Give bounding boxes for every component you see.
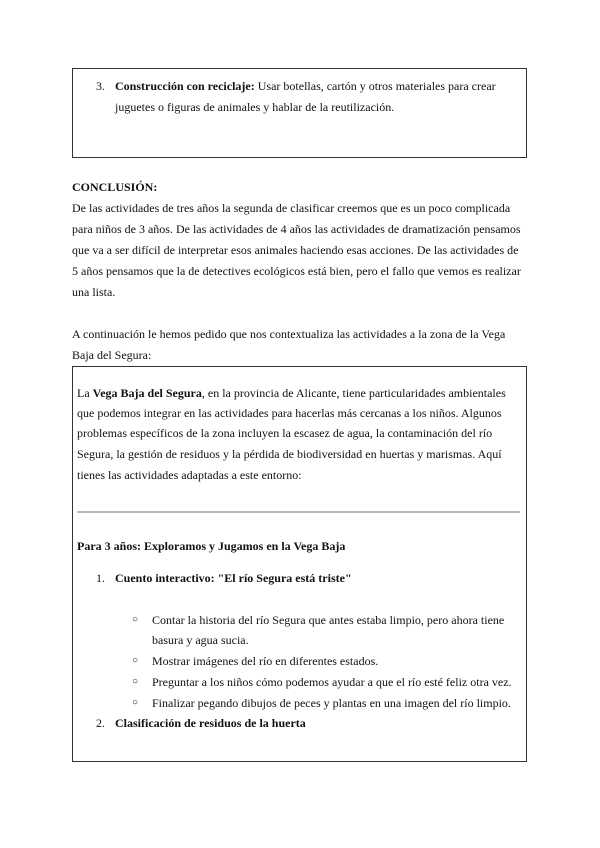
list-number: 2. xyxy=(96,716,105,730)
top-activity-box xyxy=(72,68,527,158)
context-paragraph-line: tienes las actividades adaptadas a este entorno: xyxy=(77,468,302,482)
list-item-title: Construcción con reciclaje: xyxy=(115,79,255,93)
conclusion-line: una lista. xyxy=(72,285,116,299)
context-paragraph-line: que podemos integrar en las actividades para hacerlas más cercanas a los niños. Algunos xyxy=(77,406,502,420)
bullet-text: Contar la historia del río Segura que antes estaba limpio, pero ahora tiene xyxy=(152,613,505,627)
list-item-text-continued: juguetes o figuras de animales y hablar de la reutilización. xyxy=(115,100,395,114)
intro-line: Baja del Segura: xyxy=(72,348,152,362)
bullet-text: Preguntar a los niños cómo podemos ayudar a que el río esté feliz otra vez. xyxy=(152,675,512,689)
horizontal-rule xyxy=(77,511,520,513)
context-paragraph-line xyxy=(77,385,506,401)
intro-line: A continuación le hemos pedido que nos contextualiza las actividades a la zona de la Vega xyxy=(72,327,506,341)
conclusion-line: De las actividades de tres años la segunda de clasificar creemos que es un poco complicada xyxy=(72,201,511,215)
bullet-circle-icon: ○ xyxy=(132,697,139,708)
list-item-body: Usar botellas, cartón y otros materiales para crear xyxy=(257,79,496,93)
bullet-circle-icon: ○ xyxy=(132,655,139,666)
list-item-title: Cuento interactivo: "El río Segura está triste" xyxy=(115,571,352,585)
list-number: 1. xyxy=(96,571,105,585)
conclusion-line: que va a ser difícil de interpretar esos animales haciendo esas acciones. De las actividades de xyxy=(72,243,519,257)
list-number: 3. xyxy=(96,79,105,93)
list-item-title: Clasificación de residuos de la huerta xyxy=(115,716,306,730)
list-item-text xyxy=(115,78,496,94)
context-rest: , en la provincia de Alicante, tiene particularidades ambientales xyxy=(201,386,506,400)
bullet-text: Finalizar pegando dibujos de peces y plantas en una imagen del río limpio. xyxy=(152,696,511,710)
context-prefix: La xyxy=(77,386,90,400)
conclusion-heading: CONCLUSIÓN: xyxy=(72,180,158,194)
conclusion-line: para niños de 3 años. De las actividades de 4 años las actividades de dramatización pensamos xyxy=(72,222,521,236)
context-region-name: Vega Baja del Segura xyxy=(92,386,202,400)
bullet-circle-icon: ○ xyxy=(132,676,139,687)
context-paragraph-line: problemas específicos de la zona incluyen la escasez de agua, la contaminación del río xyxy=(77,426,493,440)
bullet-text: Mostrar imágenes del río en diferentes estados. xyxy=(152,654,379,668)
bullet-circle-icon: ○ xyxy=(132,614,139,625)
section-title: Para 3 años: Exploramos y Jugamos en la Vega Baja xyxy=(77,539,346,553)
bullet-text-continued: basura y agua sucia. xyxy=(152,633,249,647)
context-paragraph-line: Segura, la gestión de residuos y la pérdida de biodiversidad en huertas y marismas. Aquí xyxy=(77,447,502,461)
conclusion-line: 5 años pensamos que la de detectives ecológicos está bien, pero el fallo que vemos es realizar xyxy=(72,264,521,278)
context-box xyxy=(72,366,527,762)
